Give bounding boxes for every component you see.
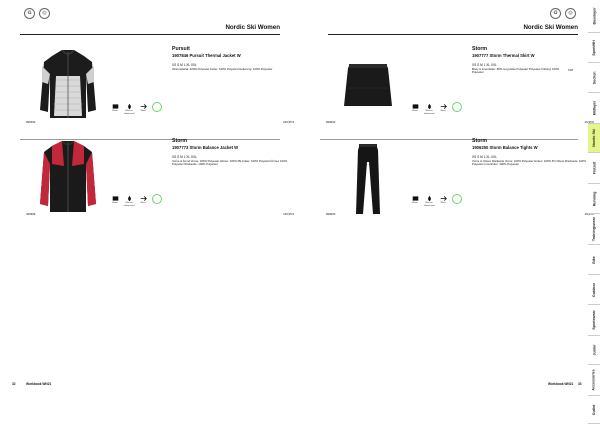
product-sizes: XS S M L XL XXL	[172, 63, 197, 67]
product-price: 49,95 €	[584, 120, 594, 124]
left-badges	[24, 8, 50, 19]
product-materials: Vorne & Untere Rückseite Vorne: 100% Polyester Hinten: 100% PU Obere Rückseite: 100% Polyester Innenfutter: 100% Polyester	[472, 159, 586, 167]
feature-wind: Wind	[438, 195, 448, 205]
product-materials: Body & Innenfutter: 85% recyceltes Polyester Polyester Füllung: 100% Polyester	[472, 67, 560, 75]
product-code: 1907773 Storm Balance Jacket W	[172, 145, 239, 150]
feature-water: Wasser abweisend	[424, 103, 434, 115]
feature-water: Wasser abweisend	[124, 195, 134, 207]
eco-badge-icon: ◎	[565, 8, 576, 19]
storm-jacket-image	[26, 136, 110, 218]
feature-water: Wasser abweisend	[424, 195, 434, 207]
left-page-title: Nordic Ski Women	[225, 24, 280, 31]
drop-icon	[126, 195, 133, 202]
product-code: 1906250 Storm Balance Tights W	[472, 145, 538, 150]
color-code: 999000	[326, 120, 336, 124]
tab-bike[interactable]: Bike	[588, 245, 600, 275]
right-badges	[550, 8, 576, 19]
left-title-rule	[20, 34, 280, 35]
product-extra-size: S/M	[568, 68, 573, 72]
category-tabs	[588, 0, 600, 424]
product-name: Storm	[472, 138, 487, 144]
color-code: 999000	[326, 212, 336, 216]
feature-icons	[110, 103, 162, 115]
left-footer-label: Workbook WN21	[26, 382, 52, 386]
feature-wind: Wind	[438, 103, 448, 113]
feature-icons	[110, 195, 162, 207]
wind-icon	[112, 103, 119, 110]
drop-icon	[426, 103, 433, 110]
product-name: Storm	[172, 138, 187, 144]
product-price: 229,95 €	[283, 120, 294, 124]
product-card-storm-jacket[interactable]	[20, 132, 300, 222]
product-sizes: XS S M L XL XXL	[472, 155, 497, 159]
recycle-icon	[152, 102, 162, 112]
eco-badge-icon: ◎	[39, 8, 50, 19]
feature-warm: Warm	[110, 103, 120, 113]
airflow-icon	[140, 103, 147, 110]
product-card-pursuit-jacket[interactable]	[20, 40, 300, 130]
right-title-rule	[328, 34, 578, 35]
color-code: 999492	[26, 120, 36, 124]
feature-icons	[410, 195, 462, 207]
recycle-icon	[152, 194, 162, 204]
tab-trainingswear[interactable]: Trainingswear	[588, 214, 600, 245]
drop-icon	[126, 103, 133, 110]
product-card-storm-tights[interactable]	[320, 132, 600, 222]
color-code: 430999	[26, 212, 36, 216]
tab-baselayer[interactable]: Baselayer	[588, 0, 600, 33]
product-materials: Vorne & Ärmel Vorne: 100% Polyester Hinten: 100% PE Futter: 100% Polyamid Ärmel: 100% Polyester Rückseite: 100% Polyester	[172, 159, 288, 167]
product-sizes: XS S M L XL XXL	[172, 155, 197, 159]
recycle-icon	[452, 102, 462, 112]
right-page-title: Nordic Ski Women	[523, 24, 578, 31]
feature-warm: Warm	[410, 103, 420, 113]
right-page-number: 33	[578, 382, 582, 386]
product-code: 1907846 Pursuit Thermal Jacket W	[172, 53, 241, 58]
tab-outdoor[interactable]: Outdoor	[588, 275, 600, 305]
feature-water: Wasser abweisend	[124, 103, 134, 115]
wind-icon	[112, 195, 119, 202]
pursuit-jacket-image	[26, 44, 110, 126]
feature-icons	[410, 103, 462, 115]
storm-tights-image	[326, 136, 410, 218]
tab-junior[interactable]: Junior	[588, 336, 600, 365]
airflow-icon	[440, 103, 447, 110]
product-sizes: XS S M L XL XXL	[472, 63, 497, 67]
feature-warm: Warm	[410, 195, 420, 205]
product-code: 1907777 Storm Thermal Skirt W	[472, 53, 535, 58]
product-materials: Obermaterial: 100% Polyester Futter: 100% Polyamid Isolierung: 100% Polyester	[172, 67, 273, 71]
recycle-badge-icon: ♻	[550, 8, 561, 19]
recycle-icon	[452, 194, 462, 204]
feature-warm: Warm	[110, 195, 120, 205]
left-page-number: 32	[12, 382, 16, 386]
right-footer-label: Workbook WN21	[548, 382, 574, 386]
tab-running[interactable]: Running	[588, 184, 600, 214]
tab-sport-hh[interactable]: Sport/HH	[588, 33, 600, 63]
product-name: Storm	[472, 46, 487, 52]
airflow-icon	[440, 195, 447, 202]
feature-wind: Wind	[138, 103, 148, 113]
tab-outlet[interactable]: Outlet	[588, 396, 600, 424]
product-name: Pursuit	[172, 46, 190, 52]
recycle-badge-icon: ♻	[24, 8, 35, 19]
wind-icon	[412, 195, 419, 202]
product-price: 49,95 €	[584, 212, 594, 216]
storm-skirt-image	[326, 44, 410, 126]
product-price: 139,95 €	[283, 212, 294, 216]
feature-wind: Wind	[138, 195, 148, 205]
tab-socken[interactable]: Socken	[588, 63, 600, 93]
airflow-icon	[140, 195, 147, 202]
wind-icon	[412, 103, 419, 110]
tab-midlayer[interactable]: Midlayer	[588, 93, 600, 124]
product-card-storm-skirt[interactable]	[320, 40, 600, 130]
tab-accessories[interactable]: Accessories	[588, 365, 600, 396]
tab-freizeit[interactable]: Freizeit	[588, 153, 600, 184]
tab-sportswear[interactable]: Sportswear	[588, 305, 600, 336]
tab-nordic-ski[interactable]: Nordic Ski	[588, 124, 600, 153]
drop-icon	[426, 195, 433, 202]
